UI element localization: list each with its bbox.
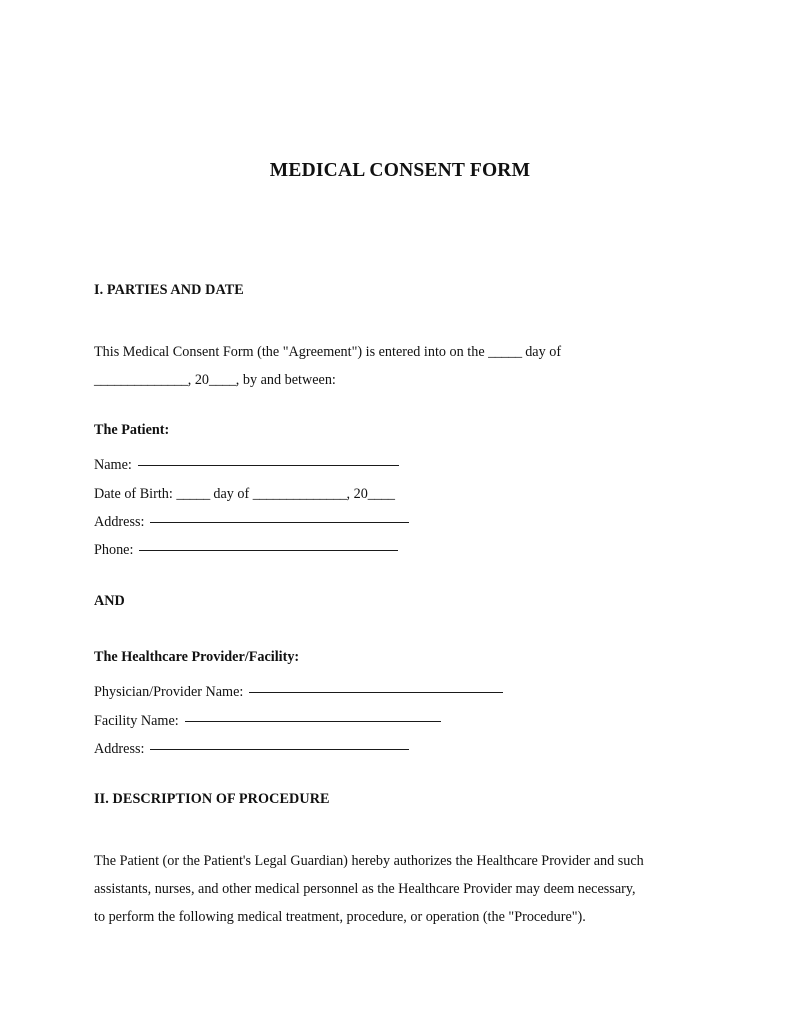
section-heading-description-of-procedure: II. DESCRIPTION OF PROCEDURE — [94, 791, 330, 807]
intro-year-prefix: , 20 — [187, 372, 209, 388]
procedure-paragraph-line-1: The Patient (or the Patient's Legal Guardian) hereby authorizes the Healthcare Provider and such — [94, 853, 644, 869]
patient-name-input-rule[interactable] — [138, 465, 399, 466]
patient-phone-input-rule[interactable] — [139, 550, 398, 551]
patient-dob-year-prefix: , 20 — [346, 486, 368, 502]
intro-text-before-day-blank: This Medical Consent Form (the "Agreement") is entered into on the — [94, 344, 489, 360]
provider-address-input-rule[interactable] — [150, 749, 409, 750]
patient-dob-year-blank[interactable]: ____ — [367, 486, 395, 502]
intro-month-blank[interactable]: ______________ — [94, 372, 188, 388]
intro-year-blank[interactable]: ____ — [209, 372, 236, 388]
intro-text-after-day-blank: day of — [521, 344, 562, 360]
patient-dob-day-of-text: day of — [209, 486, 253, 502]
procedure-paragraph-line-3: to perform the following medical treatment, procedure, or operation (the "Procedure"). — [94, 909, 586, 925]
page-title: MEDICAL CONSENT FORM — [269, 160, 531, 181]
facility-name-input-rule[interactable] — [185, 721, 441, 722]
patient-phone-label: Phone: — [94, 542, 134, 558]
physician-name-label: Physician/Provider Name: — [94, 684, 244, 700]
intro-day-blank[interactable]: _____ — [488, 344, 522, 360]
field-patient-name — [94, 451, 399, 480]
facility-name-label: Facility Name: — [94, 713, 179, 729]
patient-dob-month-blank[interactable]: ______________ — [252, 486, 347, 502]
patient-name-label: Name: — [94, 457, 132, 473]
field-facility-name — [94, 707, 441, 736]
subheading-healthcare-provider: The Healthcare Provider/Facility: — [94, 649, 300, 665]
field-physician-provider-name — [94, 678, 503, 707]
field-patient-phone — [94, 536, 398, 565]
procedure-paragraph-line-2: assistants, nurses, and other medical personnel as the Healthcare Provider may deem necessary, — [94, 881, 636, 897]
physician-name-input-rule[interactable] — [249, 692, 503, 693]
patient-dob-day-blank[interactable]: _____ — [176, 486, 210, 502]
intro-paragraph-line-1 — [94, 338, 561, 367]
intro-paragraph-line-2 — [94, 366, 336, 395]
section-heading-parties-and-date: I. PARTIES AND DATE — [94, 282, 244, 298]
patient-address-label: Address: — [94, 514, 145, 530]
subheading-the-patient: The Patient: — [94, 422, 170, 438]
provider-address-label: Address: — [94, 741, 145, 757]
intro-text-by-and-between: , by and between: — [235, 372, 336, 388]
field-patient-address — [94, 508, 409, 537]
conjunction-and: AND — [94, 593, 125, 609]
field-patient-date-of-birth — [94, 480, 395, 509]
field-provider-address — [94, 735, 409, 764]
patient-address-input-rule[interactable] — [150, 522, 409, 523]
patient-dob-label: Date of Birth: — [94, 486, 173, 502]
